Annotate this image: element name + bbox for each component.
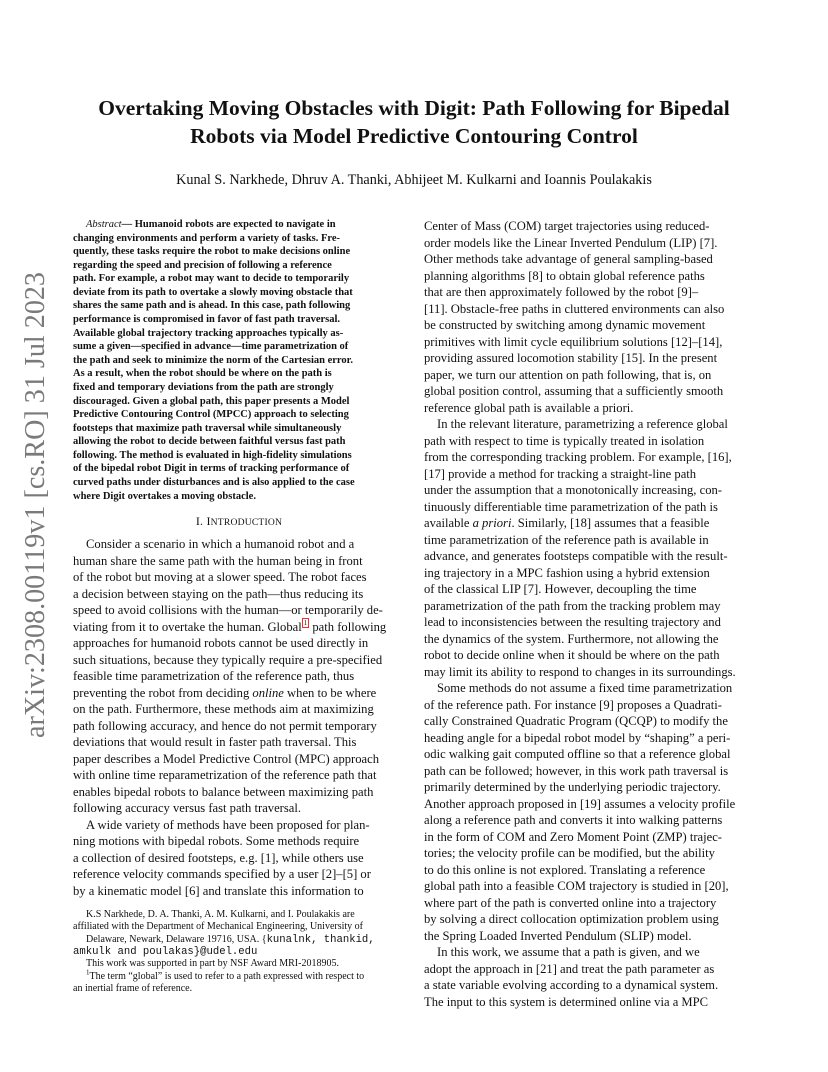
section-heading-introduction bbox=[73, 514, 405, 529]
text-line: quently, these tasks require the robot to make decisions online bbox=[73, 246, 351, 258]
text-line: order models like the Linear Inverted Pendulum (LIP) [7]. bbox=[424, 235, 718, 250]
section-title-initial: I bbox=[206, 514, 211, 529]
text-line: ning motions with bipedal robots. Some methods require bbox=[73, 834, 360, 849]
text-line: reference global path is available a priori. bbox=[424, 400, 634, 415]
text-line: path with respect to time is typically treated in isolation bbox=[424, 433, 705, 448]
text-line: sume a given—specified in advance—time parametrization of bbox=[73, 341, 349, 353]
footnotes bbox=[73, 909, 405, 995]
abstract-label: Abstract bbox=[86, 219, 122, 230]
text-line: path following accuracy, and hence do not permit temporary bbox=[73, 718, 377, 733]
text-line: adopt the approach in [21] and treat the path parameter as bbox=[424, 961, 715, 976]
text-line: the path and seek to minimize the norm of the Cartesian error. bbox=[73, 354, 353, 366]
text-line: odic walking gait computed offline so that a reference global bbox=[424, 747, 731, 761]
footnote-marker: 1 bbox=[86, 968, 90, 977]
text-line: Center of Mass (COM) target trajectories using reduced- bbox=[424, 219, 710, 233]
footnote-link-1[interactable]: 1 bbox=[303, 619, 308, 628]
text-span: preventing the robot from deciding bbox=[73, 685, 253, 700]
text-line bbox=[73, 685, 405, 702]
text-span: available bbox=[424, 516, 473, 530]
text-span: Delaware, Newark, Delaware 19716, USA. { bbox=[86, 933, 267, 945]
text-line: global position control, assuming that a sufficiently smooth bbox=[424, 384, 724, 398]
text-line: tinuously differentiable time parametrization of the path is bbox=[424, 499, 718, 514]
emphasis-text: a priori bbox=[472, 516, 512, 530]
text-line: Available global trajectory tracking approaches typically as- bbox=[73, 327, 344, 339]
text-line: In the relevant literature, parametrizing a reference global bbox=[437, 417, 728, 431]
affiliation-note bbox=[73, 909, 405, 934]
text-line: changing environments and perform a variety of tasks. Fre- bbox=[73, 232, 341, 244]
text-line: curved paths under disturbances and is also applied to the case bbox=[73, 476, 355, 488]
text-line: [17] provide a method for tracking a straight-line path bbox=[424, 466, 697, 481]
text-line: the Spring Loaded Inverted Pendulum (SLIP) model. bbox=[424, 928, 692, 943]
text-line: a state variable evolving according to a dynamical system. bbox=[424, 978, 719, 992]
abstract bbox=[73, 218, 405, 503]
text-line: primarily determined by the underlying periodic trajectory. bbox=[424, 780, 721, 794]
intro-paragraph-1 bbox=[73, 536, 405, 817]
author-emails: amkulk and poulakas}@udel.edu bbox=[73, 946, 258, 959]
footnote-1 bbox=[73, 968, 405, 983]
text-line: by solving a direct collocation optimization problem using bbox=[424, 912, 719, 926]
text-line: along a reference path and converts it into walking patterns bbox=[424, 813, 723, 827]
text-line: an inertial frame of reference. bbox=[73, 982, 193, 994]
text-line: of the robot but moving at a slower speed. The robot faces bbox=[73, 570, 367, 585]
text-line bbox=[424, 515, 756, 532]
text-line: in the form of COM and Zero Moment Point (ZMP) trajec- bbox=[424, 829, 722, 844]
paragraph-continued bbox=[424, 218, 756, 416]
author-emails: kunalnk, thankid, bbox=[266, 933, 375, 946]
text-line: a collection of desired footsteps, e.g. [1], while others use bbox=[73, 850, 364, 865]
text-line: of the bipedal robot Digit in terms of tracking performance of bbox=[73, 463, 350, 475]
text-span: . Similarly, [18] assumes that a feasible bbox=[511, 516, 710, 530]
text-line bbox=[73, 934, 405, 946]
text-line bbox=[73, 218, 405, 232]
text-line: performance is compromised in favor of fast path traversal. bbox=[73, 314, 341, 326]
text-line: path can be followed; however, in this work path traversal is bbox=[424, 763, 729, 778]
text-line: that are then approximately followed by the robot [9]– bbox=[424, 285, 699, 299]
text-line: In this work, we assume that a path is given, and we bbox=[437, 945, 700, 959]
emphasis-text: online bbox=[252, 685, 284, 700]
title-line-1: Overtaking Moving Obstacles with Digit: Path Following for Bipedal bbox=[98, 96, 730, 120]
text-line: lead to inconsistencies between the resulting trajectory and bbox=[424, 615, 721, 629]
text-line: affiliated with the Department of Mechanical Engineering, University of bbox=[73, 921, 363, 933]
text-line: speed to avoid collisions with the human—or temporarily de- bbox=[73, 603, 383, 618]
paper-title bbox=[60, 94, 768, 150]
text-span: when to be where bbox=[283, 685, 377, 700]
related-work-paragraph-1 bbox=[424, 416, 756, 680]
text-line: approaches for humanoid robots cannot be used directly in bbox=[73, 636, 369, 651]
text-line: reference velocity commands specified by a user [2]–[5] or bbox=[73, 867, 371, 882]
text-span: viating from it to overtake the human. Global bbox=[73, 619, 302, 634]
text-line bbox=[73, 946, 405, 958]
text-line: on the path. Furthermore, these methods aim at maximizing bbox=[73, 702, 374, 717]
text-line: under the assumption that a monotonically increasing, con- bbox=[424, 483, 722, 497]
text-line: global path into a feasible COM trajectory is studied in [20], bbox=[424, 879, 729, 893]
text-line: [11]. Obstacle-free paths in cluttered environments can also bbox=[424, 301, 725, 316]
text-line: K.S Narkhede, D. A. Thanki, A. M. Kulkarni, and I. Poulakakis are bbox=[86, 909, 355, 921]
text-line: from the corresponding tracking problem. For example, [16], bbox=[424, 450, 732, 464]
text-line: advance, and generates footsteps compatible with the result- bbox=[424, 549, 728, 563]
text-line: may limit its ability to respond to changes in its surroundings. bbox=[424, 664, 736, 679]
text-line: with online time reparametrization of the reference path that bbox=[73, 768, 377, 783]
support-note: This work was supported in part by NSF Award MRI-2018905. bbox=[86, 958, 339, 970]
text-line: primitives with limit cycle equilibrium solutions [12]–[14], bbox=[424, 334, 723, 349]
text-line: deviate from its path to overtake a slowly moving obstacle that bbox=[73, 286, 353, 298]
text-line: following accuracy versus fast path traversal. bbox=[73, 801, 301, 816]
text-line: the dynamics of the system. Furthermore, not allowing the bbox=[424, 631, 719, 646]
text-line: planning algorithms [8] to obtain global reference paths bbox=[424, 268, 705, 283]
text-line: tories; the velocity profile can be modified, but the ability bbox=[424, 846, 715, 860]
text-line: footsteps that maximize path traversal while simultaneously bbox=[73, 422, 342, 434]
author-list: Kunal S. Narkhede, Dhruv A. Thanki, Abhijeet M. Kulkarni and Ioannis Poulakakis bbox=[176, 172, 652, 188]
text-line: parametrization of the path from the tracking problem may bbox=[424, 598, 721, 613]
text-line: of the classical LIP [7]. However, decoupling the time bbox=[424, 582, 697, 596]
text-line: deviations that would result in faster path traversal. This bbox=[73, 735, 357, 750]
left-column bbox=[73, 218, 405, 995]
text-line: enables bipedal robots to balance between maximizing path bbox=[73, 784, 374, 799]
text-line: The input to this system is determined online via a MPC bbox=[424, 994, 709, 1009]
text-line: As a result, when the robot should be where on the path is bbox=[73, 368, 332, 380]
text-line: by a kinematic model [6] and translate this information to bbox=[73, 883, 364, 898]
text-line bbox=[73, 619, 405, 636]
text-line: feasible time parametrization of the reference path, thus bbox=[73, 669, 355, 684]
text-line: human share the same path with the human being in front bbox=[73, 553, 363, 568]
text-line: be constructed by switching among dynamic movement bbox=[424, 318, 706, 332]
text-line: path. For example, a robot may want to decide to temporarily bbox=[73, 273, 350, 285]
text-line: shares the same path and is ahead. In this case, path following bbox=[73, 300, 351, 312]
text-line: to do this online is not explored. Translating a reference bbox=[424, 862, 706, 877]
text-line: ing trajectory in a MPC fashion using a hybrid extension bbox=[424, 565, 710, 580]
text-line: paper, we turn our attention on path following, that is, on bbox=[424, 367, 712, 382]
text-line: discouraged. Given a global path, this paper presents a Model bbox=[73, 395, 350, 407]
text-line: regarding the speed and precision of following a reference bbox=[73, 259, 332, 271]
text-line: heading angle for a bipedal robot model by “shaping” a peri- bbox=[424, 730, 731, 745]
right-column bbox=[424, 218, 756, 1010]
text-line: A wide variety of methods have been proposed for plan- bbox=[86, 817, 370, 832]
text-line: where Digit overtakes a moving obstacle. bbox=[73, 490, 256, 502]
approach-paragraph bbox=[424, 944, 756, 1010]
text-line: of the reference path. For instance [9] proposes a Quadrati- bbox=[424, 697, 722, 712]
arxiv-identifier-text: arXiv:2308.00119v1 [cs.RO] 31 Jul 2023 bbox=[20, 273, 51, 738]
text-line: robot to decide online when it should be where on the path bbox=[424, 648, 720, 662]
text-line: Predictive Contouring Control (MPCC) approach to selecting bbox=[73, 409, 349, 421]
section-number: I. bbox=[195, 514, 207, 529]
text-line: following. The method is evaluated in high-fidelity simulations bbox=[73, 449, 352, 461]
text-line: such situations, because they typically require a pre-specified bbox=[73, 652, 383, 667]
text-span: The term “global” is used to refer to a path expressed with respect to bbox=[89, 970, 365, 982]
title-line-2: Robots via Model Predictive Contouring Control bbox=[190, 124, 638, 148]
text-line: time parametrization of the reference path is available in bbox=[424, 532, 709, 547]
text-span: path following bbox=[309, 619, 387, 634]
text-line: Other methods take advantage of general sampling-based bbox=[424, 252, 713, 266]
section-title-rest: NTRODUCTION bbox=[210, 517, 283, 529]
text-line: a decision between staying on the path—thus reducing its bbox=[73, 586, 364, 601]
text-line: Another approach proposed in [19] assumes a velocity profile bbox=[424, 796, 736, 811]
text-line: Consider a scenario in which a humanoid robot and a bbox=[86, 537, 355, 552]
text-line: fixed and temporary deviations from the path are strongly bbox=[73, 381, 334, 393]
arxiv-identifier-stamp bbox=[10, 268, 58, 738]
text-line: where part of the path is converted online into a trajectory bbox=[424, 895, 717, 910]
related-work-paragraph-2 bbox=[424, 680, 756, 944]
text-line: cally Constrained Quadratic Program (QCQP) to modify the bbox=[424, 714, 728, 728]
text-line: providing assured locomotion stability [15]. In the present bbox=[424, 351, 718, 365]
text-line: paper describes a Model Predictive Control (MPC) approach bbox=[73, 751, 380, 766]
intro-paragraph-2 bbox=[73, 817, 405, 900]
text-line: Some methods do not assume a fixed time parametrization bbox=[437, 681, 733, 695]
text-span: — Humanoid robots are expected to navigate in bbox=[121, 219, 336, 230]
text-line: allowing the robot to decide between faithful versus fast path bbox=[73, 436, 346, 448]
